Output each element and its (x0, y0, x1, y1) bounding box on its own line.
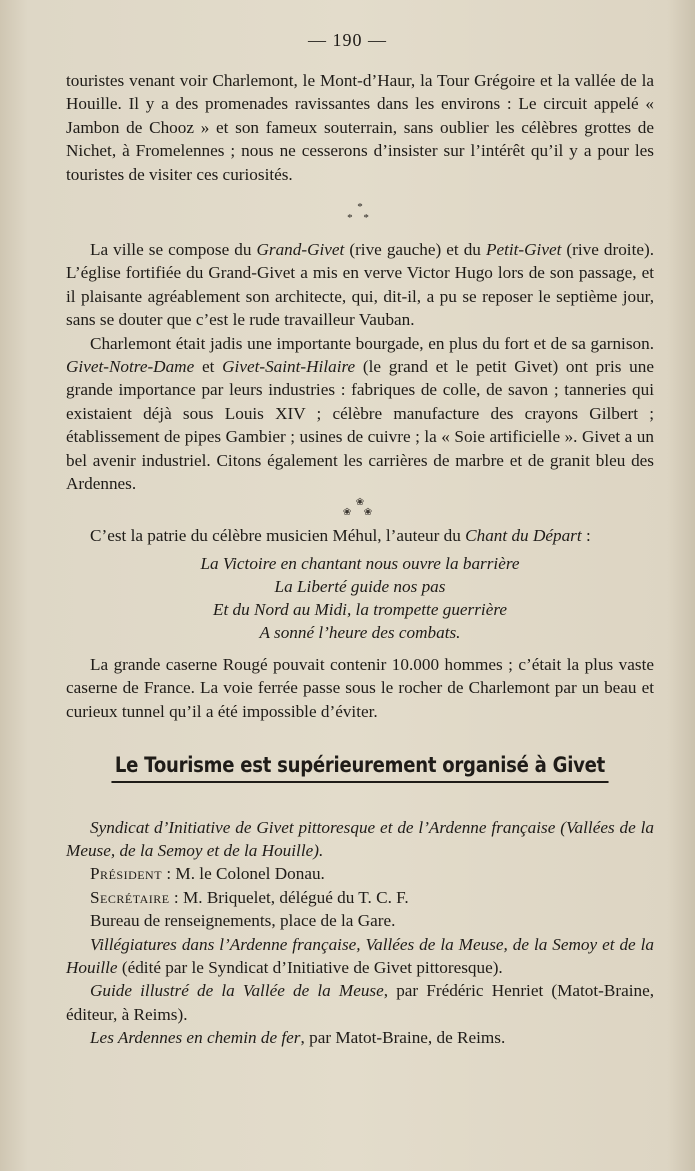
italic-grand-givet: Grand-Givet (256, 240, 345, 260)
asterism-separator (66, 202, 654, 224)
asterism-bottom: * * (347, 212, 373, 225)
italic-chant-du-depart: Chant du Départ (465, 525, 582, 545)
italic-petit-givet: Petit-Givet (485, 240, 562, 260)
text: , par Frédéric Henriet (Matot-Braine, éditeur, à Reims). (66, 981, 654, 1024)
info-president (66, 862, 654, 885)
info-guide (66, 979, 654, 1026)
text: Charlemont était jadis une importante bourgade, en plus du fort et de sa garnison. (90, 333, 654, 353)
info-syndicat: Syndicat d’Initiative de Givet pittoresque et de l’Ardenne française (Vallées de la Meuse, de la Semoy et de la Houille). (66, 817, 654, 860)
text: (rive gauche) et du (344, 240, 486, 260)
info-bureau: Bureau de renseignements, place de la Gare. (90, 911, 396, 931)
section-heading-wrap (66, 754, 654, 782)
label-president: Président (90, 864, 163, 884)
text: (rive droite). L’église fortifiée du Grand-Givet a mis en verve Victor Hugo lors de son passage, et il plaisante agréablement son architecte, qui, dit-il, a pu se reposer le septième jour, sans se douter que c’est le rude travailleur Vauban. (66, 240, 654, 330)
info-secretaire (66, 886, 654, 909)
text: La ville se compose du (90, 240, 257, 260)
label-secretaire: Secrétaire (90, 887, 170, 907)
asterism-top: * (357, 201, 363, 214)
value-president: : M. le Colonel Donau. (162, 864, 325, 884)
verse-line: La Liberté guide nos pas (274, 576, 446, 596)
page-body (66, 69, 654, 1050)
italic-givet-notre-dame: Givet-Notre-Dame (66, 357, 195, 377)
song-verse (66, 552, 654, 644)
ornament-separator (66, 498, 654, 518)
info-ardennes (66, 1026, 654, 1049)
title-ardennes: Les Ardennes en chemin de fer (90, 1028, 301, 1048)
text: , par Matot-Braine, de Reims. (300, 1028, 506, 1048)
ornament-bottom: ❀ ❀ (342, 506, 378, 518)
info-villegiatures (66, 933, 654, 980)
paragraph-mehul (66, 524, 654, 547)
verse-line: La Victoire en chantant nous ouvre la barrière (200, 553, 520, 573)
value-secretaire: : M. Briquelet, délégué du T. C. F. (169, 887, 409, 907)
paragraph-caserne: La grande caserne Rougé pouvait contenir 10.000 hommes ; c’était la plus vaste caserne de France. La voie ferrée passe sous le rocher de Charlemont par un beau et curieux tunnel qu’il a été impossible d’éviter. (66, 654, 654, 721)
text: et (194, 357, 223, 377)
text: (le grand et le petit Givet) ont pris une grande importance par leurs industries : fabriques de colle, de savon ; tanneries qui existaient déjà sous Louis XIV ; célèbre manufacture des crayons Gilbert ; établissement de pipes Gambier ; usines de cuivre ; la « Soie artificielle ». Givet a un bel avenir industriel. Citons également les carrières de marbre et de granit bleu des Ardennes. (66, 357, 654, 494)
italic-givet-saint-hilaire: Givet-Saint-Hilaire (222, 357, 356, 377)
paragraph-intro: touristes venant voir Charlemont, le Mont-d’Haur, la Tour Grégoire et la vallée de la Houille. Il y a des promenades ravissantes dans les environs : Le circuit appelé « Jambon de Chooz » et son fameux souterrain, sans oublier les célèbres grottes de Nichet, à Fromelennes ; nous ne cesserons d’insister sur l’intérêt qu’il y a pour les touristes de visiter ces curiosités. (66, 71, 654, 184)
section-heading: Le Tourisme est supérieurement organisé à Givet (112, 754, 609, 782)
paragraph-town (66, 238, 654, 332)
ornament-top: ❀ (355, 496, 365, 508)
verse-line: Et du Nord au Midi, la trompette guerrière (212, 599, 508, 619)
title-guide: Guide illustré de la Vallée de la Meuse (90, 981, 384, 1001)
paragraph-industry (66, 332, 654, 496)
text: : (581, 525, 591, 545)
verse-line: A sonné l’heure des combats. (259, 622, 461, 642)
text: C’est la patrie du célèbre musicien Méhul, l’auteur du (90, 525, 466, 545)
page-number: — 190 — (308, 30, 387, 50)
title-villegiatures: Villégiatures dans l’Ardenne française, Vallées de la Meuse, de la Semoy et de la Houille (66, 934, 654, 977)
text: (édité par le Syndicat d’Initiative de Givet pittoresque). (117, 957, 503, 977)
